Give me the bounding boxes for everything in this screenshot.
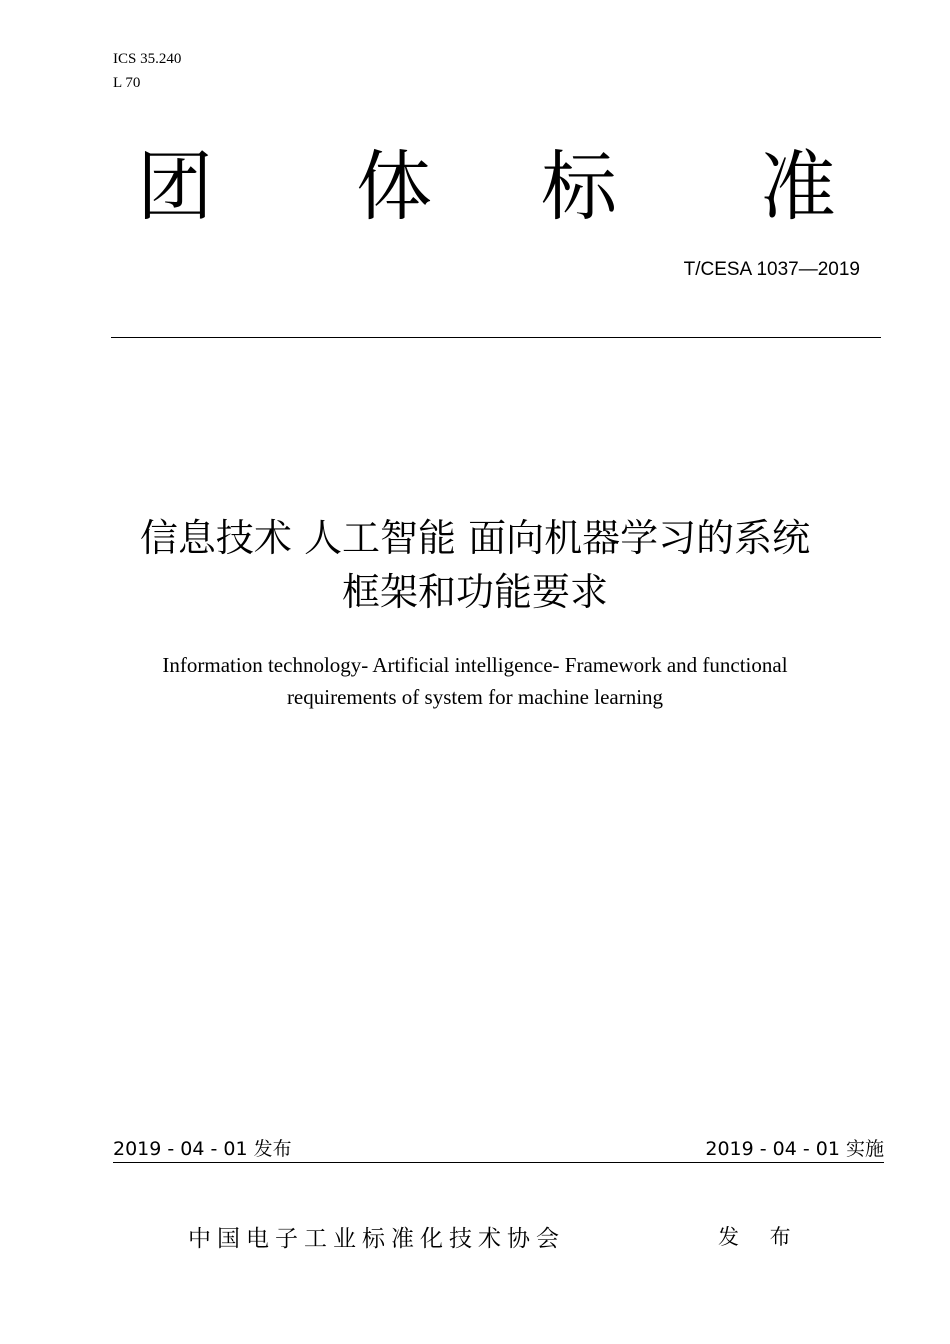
footer-divider (113, 1162, 884, 1163)
chinese-title-line-1: 信息技术 人工智能 面向机器学习的系统 (139, 516, 811, 560)
document-type-char: 标 (541, 142, 617, 231)
standard-number: T/CESA 1037—2019 (683, 259, 860, 280)
publish-label: 发 布 (718, 1225, 803, 1249)
english-title-line-2: requirements of system for machine learning (286, 685, 664, 709)
document-type-title (0, 142, 950, 232)
implementation-date: 2019 - 04 - 01 实施 (705, 1138, 884, 1160)
document-type-char: 准 (760, 142, 836, 231)
publish-date: 2019 - 04 - 01 发布 (113, 1138, 292, 1160)
chinese-title-line-2: 框架和功能要求 (341, 570, 608, 614)
ics-code: ICS 35.240 (113, 51, 182, 67)
document-type-char: 体 (356, 142, 432, 231)
document-type-char: 团 (137, 142, 213, 231)
publisher-name: 中国电子工业标准化技术协会 (188, 1226, 565, 1252)
header-divider (111, 337, 881, 338)
ccs-code: L 70 (113, 75, 141, 91)
english-title-line-1: Information technology- Artificial intelligence- Framework and functional (162, 653, 788, 677)
